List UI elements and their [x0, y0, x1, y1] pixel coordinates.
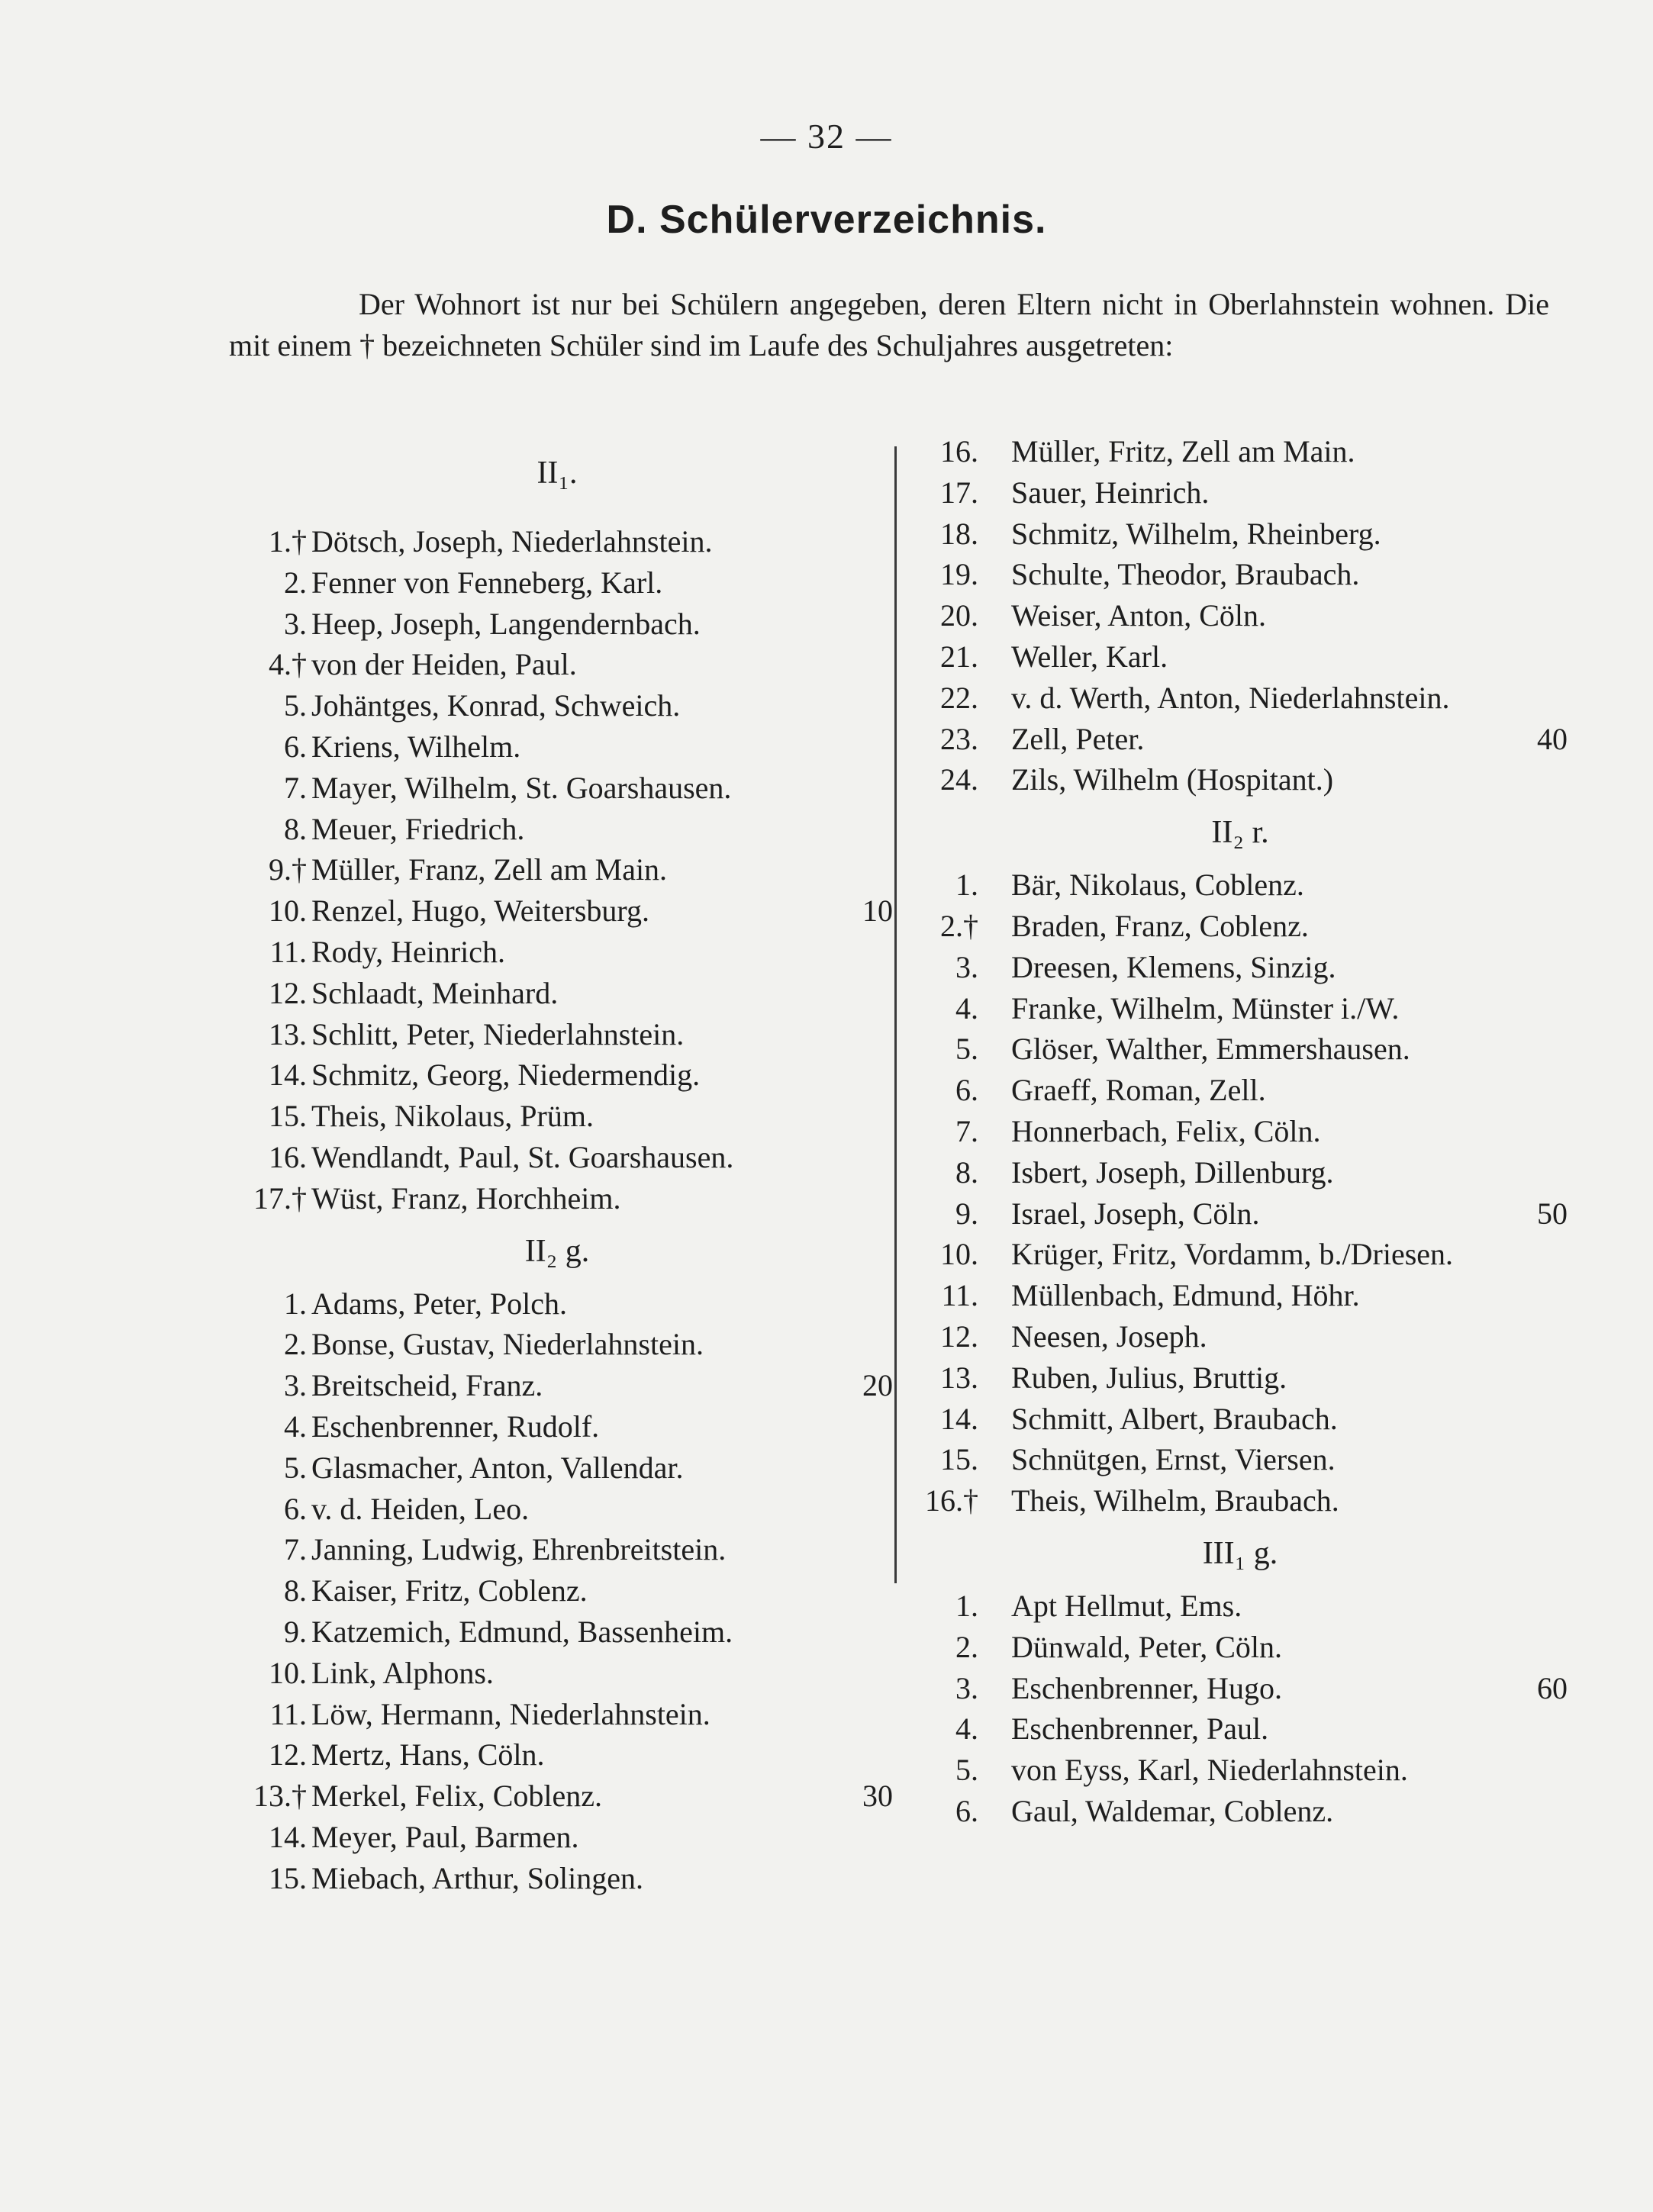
column-divider: [894, 446, 897, 1583]
student-name: Bonse, Gustav, Niederlahnstein.: [311, 1327, 704, 1362]
student-row: [923, 431, 1557, 472]
student-name: Adams, Peter, Polch.: [311, 1286, 568, 1321]
student-number: 3.: [284, 606, 307, 641]
class-heading: II₂ r.: [1211, 815, 1269, 851]
student-name: Graeff, Roman, Zell.: [1011, 1073, 1266, 1108]
student-number: 10.: [940, 1237, 978, 1272]
student-name: Isbert, Joseph, Dillenburg.: [1011, 1154, 1334, 1190]
student-row: [221, 809, 893, 850]
student-number: 1.†: [269, 524, 307, 559]
count-marker: 10: [862, 893, 893, 929]
student-name: Katzemich, Edmund, Bassenheim.: [311, 1614, 733, 1649]
student-row: [923, 1111, 1557, 1152]
student-number: 21.: [940, 639, 978, 674]
student-name: Löw, Hermann, Niederlahnstein.: [311, 1696, 710, 1731]
student-row: [221, 890, 893, 932]
student-row: [221, 932, 893, 973]
student-number: 13.†: [253, 1779, 307, 1814]
student-number: 6.: [955, 1073, 978, 1108]
student-number: 2.: [284, 1327, 307, 1362]
student-number: 16.†: [925, 1483, 978, 1518]
count-marker: 20: [862, 1368, 893, 1403]
student-name: Müller, Franz, Zell am Main.: [311, 852, 668, 887]
student-name: von der Heiden, Paul.: [311, 647, 577, 682]
student-name: Renzel, Hugo, Weitersburg.: [311, 893, 649, 929]
page-number: — 32 —: [760, 117, 893, 156]
student-row: [221, 1096, 893, 1137]
student-row: [923, 1275, 1557, 1316]
student-name: Dreesen, Klemens, Sinzig.: [1011, 949, 1336, 984]
student-name: Kriens, Wilhelm.: [311, 729, 521, 764]
student-number: 7.: [284, 1532, 307, 1567]
student-name: Link, Alphons.: [311, 1655, 494, 1690]
student-row: [221, 1776, 893, 1817]
student-name: Wüst, Franz, Horchheim.: [311, 1180, 621, 1215]
student-row: [221, 1570, 893, 1612]
student-row: [221, 726, 893, 768]
student-row: [221, 1178, 893, 1219]
student-number: 15.: [940, 1442, 978, 1477]
student-row: [221, 1014, 893, 1055]
student-number: 1.: [955, 1588, 978, 1623]
student-name: Eschenbrenner, Rudolf.: [311, 1409, 600, 1444]
student-row: [923, 1480, 1557, 1521]
student-row: [923, 1668, 1568, 1709]
student-name: Meyer, Paul, Barmen.: [311, 1819, 579, 1854]
student-number: 10.: [269, 1655, 307, 1690]
student-number: 16.: [269, 1139, 307, 1174]
student-row: [221, 1653, 893, 1694]
student-row: [221, 1324, 893, 1365]
student-row: [221, 1612, 893, 1653]
student-number: 5.: [955, 1032, 978, 1067]
student-number: 9.: [284, 1614, 307, 1649]
student-row: [923, 1152, 1557, 1193]
student-name: Gaul, Waldemar, Coblenz.: [1011, 1793, 1334, 1828]
class-heading: II₂ g.: [524, 1233, 590, 1269]
student-row: [923, 472, 1557, 514]
count-marker: 40: [1537, 721, 1568, 756]
student-row: [923, 1439, 1557, 1480]
right-column: [923, 431, 1568, 1832]
student-name: Janning, Ludwig, Ehrenbreitstein.: [311, 1532, 727, 1567]
student-row: [923, 1029, 1557, 1070]
student-number: 8.: [955, 1154, 978, 1190]
student-row: [923, 1070, 1557, 1111]
student-name: Israel, Joseph, Cöln.: [1011, 1196, 1260, 1231]
student-row: [923, 1708, 1557, 1750]
student-name: Wendlandt, Paul, St. Goarshausen.: [311, 1139, 734, 1174]
student-name: Johäntges, Konrad, Schweich.: [311, 688, 681, 723]
student-row: [221, 849, 893, 890]
student-number: 18.: [940, 516, 978, 551]
student-number: 11.: [941, 1278, 978, 1313]
student-number: 2.: [284, 565, 307, 600]
student-number: 15.: [269, 1860, 307, 1895]
student-name: v. d. Werth, Anton, Niederlahnstein.: [1011, 680, 1450, 715]
student-name: Schulte, Theodor, Braubach.: [1011, 557, 1360, 592]
student-row: [221, 1406, 893, 1447]
student-name: Müllenbach, Edmund, Höhr.: [1011, 1278, 1360, 1313]
count-marker: 50: [1537, 1196, 1568, 1231]
student-name: Schlaadt, Meinhard.: [311, 975, 559, 1010]
student-number: 1.: [284, 1286, 307, 1321]
student-name: Eschenbrenner, Hugo.: [1011, 1670, 1282, 1705]
student-name: Rody, Heinrich.: [311, 934, 506, 969]
student-row: [923, 1193, 1568, 1235]
student-row: [221, 1447, 893, 1489]
student-row: [923, 678, 1557, 719]
student-name: Weller, Karl.: [1011, 639, 1168, 674]
student-number: 12.: [269, 975, 307, 1010]
student-number: 24.: [940, 762, 978, 797]
student-number: 19.: [940, 557, 978, 592]
student-name: Dötsch, Joseph, Niederlahnstein.: [311, 524, 713, 559]
student-row: [221, 1817, 893, 1858]
student-name: Müller, Fritz, Zell am Main.: [1011, 434, 1355, 468]
student-row: [221, 644, 893, 685]
student-row: [221, 768, 893, 809]
student-number: 3.: [955, 1670, 978, 1705]
student-name: Schmitt, Albert, Braubach.: [1011, 1401, 1338, 1436]
student-row: [221, 1283, 893, 1325]
student-row: [923, 719, 1568, 760]
student-name: Zell, Peter.: [1011, 721, 1145, 756]
student-name: Theis, Wilhelm, Braubach.: [1011, 1483, 1339, 1518]
student-row: [221, 1734, 893, 1776]
student-name: Merkel, Felix, Coblenz.: [311, 1779, 603, 1814]
student-row: [923, 1316, 1557, 1357]
student-number: 16.: [940, 434, 978, 468]
student-row: [221, 604, 893, 645]
student-number: 12.: [940, 1319, 978, 1354]
student-name: Schmitz, Wilhelm, Rheinberg.: [1011, 516, 1381, 551]
student-number: 9.†: [269, 852, 307, 887]
student-number: 13.: [269, 1016, 307, 1051]
student-number: 4.: [955, 990, 978, 1026]
student-name: Braden, Franz, Coblenz.: [1011, 908, 1309, 943]
student-number: 5.: [955, 1753, 978, 1788]
student-number: 9.: [955, 1196, 978, 1231]
student-name: Meuer, Friedrich.: [311, 811, 525, 846]
student-name: Schlitt, Peter, Niederlahnstein.: [311, 1016, 685, 1051]
student-number: 17.†: [253, 1180, 307, 1215]
student-row: [221, 1529, 893, 1570]
student-number: 1.: [955, 868, 978, 903]
student-row: [923, 1627, 1557, 1668]
student-row: [923, 1586, 1557, 1627]
student-row: [923, 988, 1557, 1029]
student-row: [923, 947, 1557, 988]
student-name: Breitscheid, Franz.: [311, 1368, 543, 1403]
student-row: [221, 1858, 893, 1899]
student-name: Heep, Joseph, Langendernbach.: [311, 606, 701, 641]
student-number: 3.: [284, 1368, 307, 1403]
student-number: 10.: [269, 893, 307, 929]
student-row: [221, 973, 893, 1014]
student-name: Sauer, Heinrich.: [1011, 475, 1210, 510]
student-row: [923, 636, 1557, 678]
student-row: [923, 1750, 1557, 1791]
student-number: 2.†: [940, 908, 978, 943]
student-name: Mertz, Hans, Cöln.: [311, 1737, 545, 1772]
student-row: [923, 865, 1557, 906]
student-name: Eschenbrenner, Paul.: [1011, 1711, 1269, 1747]
student-row: [221, 1489, 893, 1530]
student-name: Honnerbach, Felix, Cöln.: [1011, 1113, 1321, 1148]
student-name: Krüger, Fritz, Vordamm, b./Driesen.: [1011, 1237, 1454, 1272]
student-name: v. d. Heiden, Leo.: [311, 1491, 530, 1526]
student-name: Neesen, Joseph.: [1011, 1319, 1207, 1354]
student-row: [923, 1234, 1557, 1275]
student-name: Franke, Wilhelm, Münster i./W.: [1011, 990, 1400, 1026]
student-number: 22.: [940, 680, 978, 715]
student-number: 6.: [284, 1491, 307, 1526]
student-row: [923, 1399, 1557, 1440]
student-name: Ruben, Julius, Bruttig.: [1011, 1360, 1287, 1395]
student-name: Zils, Wilhelm (Hospitant.): [1011, 762, 1334, 797]
student-name: Weiser, Anton, Cöln.: [1011, 598, 1267, 633]
student-name: Apt Hellmut, Ems.: [1011, 1588, 1242, 1623]
student-name: Schnütgen, Ernst, Viersen.: [1011, 1442, 1336, 1477]
student-row: [221, 1694, 893, 1735]
student-name: Mayer, Wilhelm, St. Goarshausen.: [311, 770, 732, 805]
count-marker: 30: [862, 1779, 893, 1814]
student-number: 5.: [284, 1450, 307, 1485]
student-row: [923, 906, 1557, 947]
student-number: 12.: [269, 1737, 307, 1772]
student-number: 13.: [940, 1360, 978, 1395]
student-number: 5.: [284, 688, 307, 723]
student-number: 4.†: [269, 647, 307, 682]
left-column: [221, 431, 893, 1899]
student-name: Kaiser, Fritz, Coblenz.: [311, 1573, 588, 1608]
class-heading: III₁ g.: [1202, 1535, 1278, 1571]
student-number: 20.: [940, 598, 978, 633]
student-name: Glöser, Walther, Emmershausen.: [1011, 1032, 1410, 1067]
student-number: 8.: [284, 1573, 307, 1608]
class-heading: II₁.: [536, 456, 578, 491]
student-number: 7.: [955, 1113, 978, 1148]
student-number: 6.: [955, 1793, 978, 1828]
student-row: [923, 554, 1557, 595]
student-row: [221, 685, 893, 726]
student-name: Miebach, Arthur, Solingen.: [311, 1860, 643, 1895]
student-number: 14.: [940, 1401, 978, 1436]
student-row: [221, 562, 893, 604]
student-row: [923, 1791, 1557, 1832]
student-row: [221, 1137, 893, 1178]
student-name: Theis, Nikolaus, Prüm.: [311, 1099, 594, 1134]
student-row: [923, 514, 1557, 555]
student-number: 8.: [284, 811, 307, 846]
student-row: [221, 1054, 893, 1096]
student-number: 14.: [269, 1819, 307, 1854]
student-number: 6.: [284, 729, 307, 764]
count-marker: 60: [1537, 1670, 1568, 1705]
student-name: Dünwald, Peter, Cöln.: [1011, 1629, 1283, 1664]
student-row: [221, 1365, 893, 1406]
student-number: 17.: [940, 475, 978, 510]
student-number: 2.: [955, 1629, 978, 1664]
student-number: 14.: [269, 1058, 307, 1093]
student-number: 23.: [940, 721, 978, 756]
student-number: 11.: [269, 934, 307, 969]
student-row: [923, 1357, 1557, 1399]
student-number: 15.: [269, 1099, 307, 1134]
student-row: [221, 521, 893, 562]
intro-paragraph: Der Wohnort ist nur bei Schülern angegeben, deren Eltern nicht in Oberlahnstein wohnen. Die mit einem † bezeichneten Schüler sind im Laufe des Schuljahres ausgetreten:: [229, 287, 1549, 362]
student-name: Bär, Nikolaus, Coblenz.: [1011, 868, 1304, 903]
student-name: Glasmacher, Anton, Vallendar.: [311, 1450, 684, 1485]
student-number: 7.: [284, 770, 307, 805]
student-row: [923, 759, 1557, 800]
page-title: D. Schülerverzeichnis.: [606, 198, 1047, 242]
student-number: 3.: [955, 949, 978, 984]
student-row: [923, 595, 1557, 636]
student-name: Schmitz, Georg, Niedermendig.: [311, 1058, 701, 1093]
student-name: Fenner von Fenneberg, Karl.: [311, 565, 663, 600]
student-number: 4.: [955, 1711, 978, 1747]
student-name: von Eyss, Karl, Niederlahnstein.: [1011, 1753, 1408, 1788]
student-number: 4.: [284, 1409, 307, 1444]
student-number: 11.: [269, 1696, 307, 1731]
